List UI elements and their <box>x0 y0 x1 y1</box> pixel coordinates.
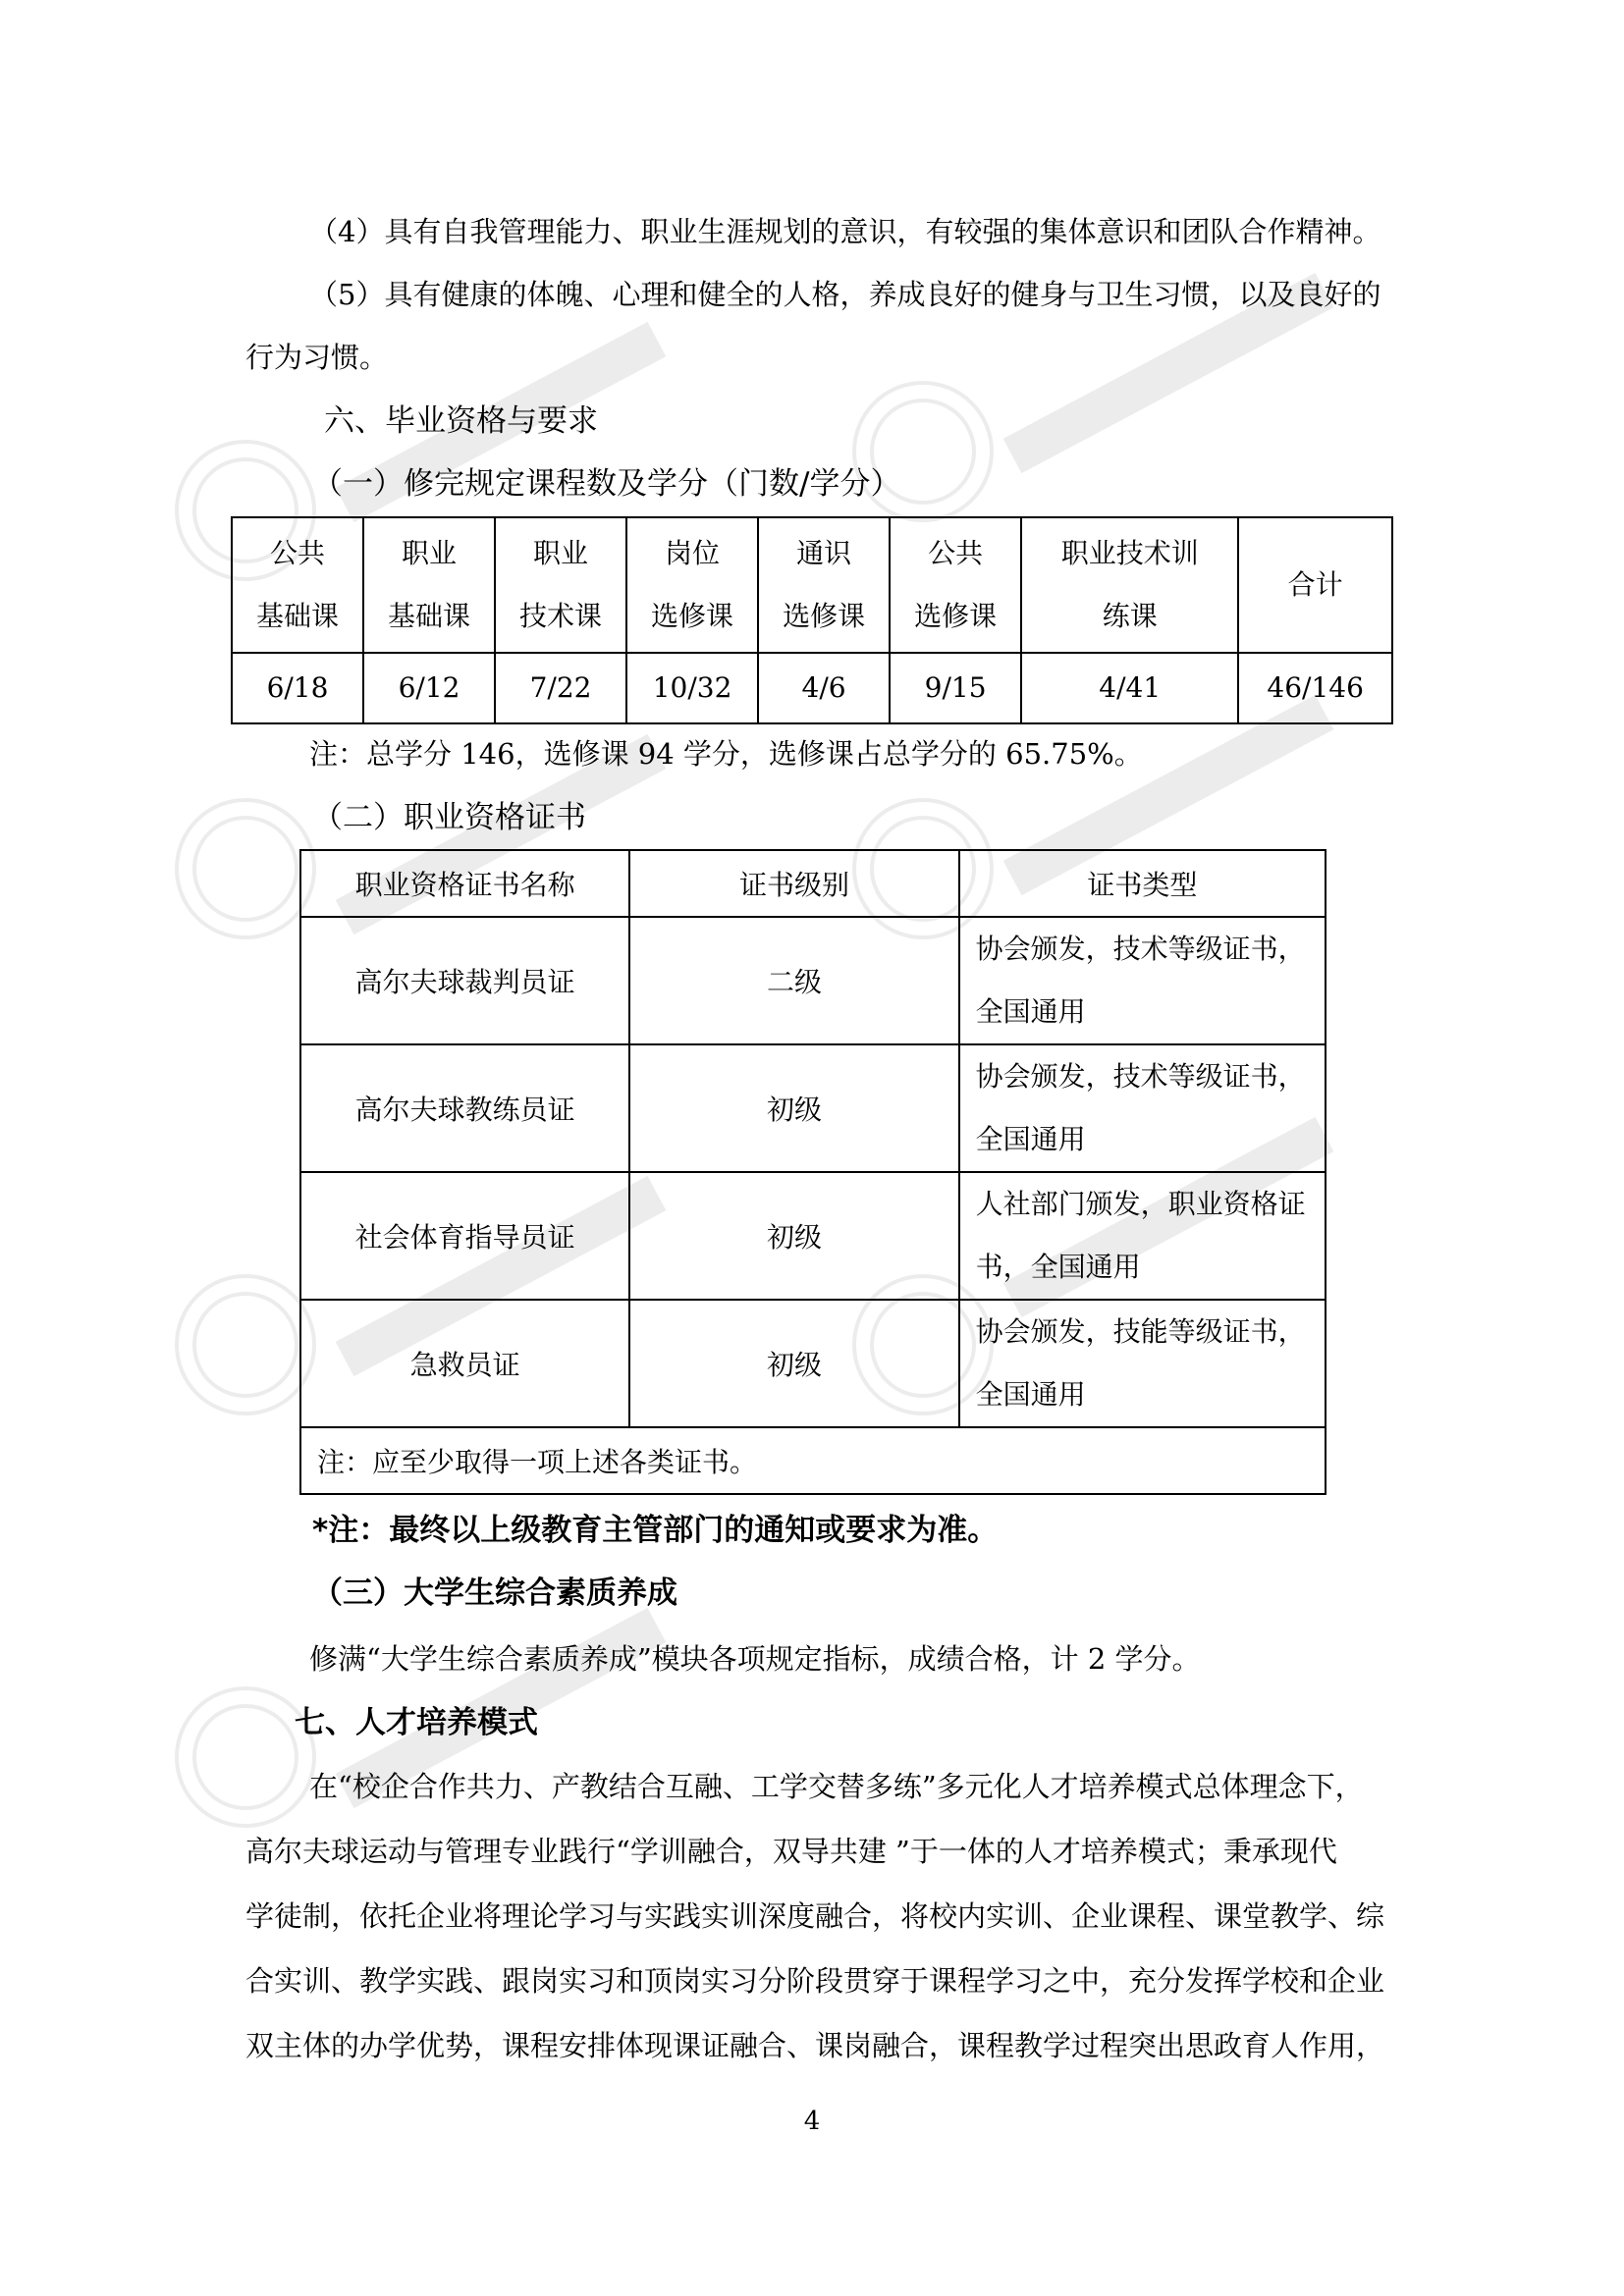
certificate-name: 社会体育指导员证 <box>300 1172 629 1300</box>
credit-note: 注：总学分 146，选修课 94 学分，选修课占总学分的 65.75%。 <box>309 737 1143 771</box>
subsection-2-title: （二）职业资格证书 <box>312 800 586 835</box>
certificate-level: 初级 <box>629 1044 958 1172</box>
header-cell: 证书类型 <box>959 850 1326 917</box>
certificate-type: 协会颁发，技能等级证书， 全国通用 <box>959 1300 1326 1427</box>
value-cell: 46/146 <box>1238 653 1392 723</box>
certificate-name: 高尔夫球教练员证 <box>300 1044 629 1172</box>
section-7-line: 学徒制，依托企业将理论学习与实践实训深度融合，将校内实训、企业课程、课堂教学、综 <box>245 1899 1385 1933</box>
certificate-type: 协会颁发，技术等级证书， 全国通用 <box>959 1044 1326 1172</box>
subsection-1-title: （一）修完规定课程数及学分（门数/学分） <box>312 466 901 502</box>
subsection-3-text: 修满“大学生综合素质养成”模块各项规定指标，成绩合格，计 2 学分。 <box>309 1642 1201 1676</box>
header-cell: 通识 选修课 <box>758 517 890 653</box>
page-number: 4 <box>803 2107 821 2136</box>
value-cell: 4/6 <box>758 653 890 723</box>
certificate-table <box>299 849 1326 1495</box>
certificate-level: 二级 <box>629 917 958 1044</box>
certificate-type: 人社部门颁发，职业资格证 书，全国通用 <box>959 1172 1326 1300</box>
certificate-level: 初级 <box>629 1172 958 1300</box>
section-7-line: 在“校企合作共力、产教结合互融、工学交替多练”多元化人才培养模式总体理念下， <box>309 1770 1364 1803</box>
certificate-table-note: 注：应至少取得一项上述各类证书。 <box>300 1427 1326 1494</box>
header-cell: 合计 <box>1238 517 1392 653</box>
header-cell: 证书级别 <box>629 850 958 917</box>
course-credit-header-row <box>232 517 1392 653</box>
header-cell: 职业 基础课 <box>363 517 495 653</box>
certificate-type: 协会颁发，技术等级证书， 全国通用 <box>959 917 1326 1044</box>
header-cell: 岗位 选修课 <box>626 517 758 653</box>
value-cell: 6/18 <box>232 653 363 723</box>
header-cell: 职业技术训 练课 <box>1021 517 1238 653</box>
course-credit-value-row <box>232 653 1392 723</box>
table-row <box>300 1300 1326 1427</box>
certificate-header-row <box>300 850 1326 917</box>
subsection-3-title: （三）大学生综合素质养成 <box>312 1575 677 1611</box>
certificate-name: 高尔夫球裁判员证 <box>300 917 629 1044</box>
certificate-name: 急救员证 <box>300 1300 629 1427</box>
certificate-note-row <box>300 1427 1326 1494</box>
certificate-level: 初级 <box>629 1300 958 1427</box>
header-cell: 公共 基础课 <box>232 517 363 653</box>
table-row <box>300 1044 1326 1172</box>
section-7-line: 双主体的办学优势，课程安排体现课证融合、课岗融合，课程教学过程突出思政育人作用， <box>245 2029 1385 2062</box>
header-cell: 职业资格证书名称 <box>300 850 629 917</box>
value-cell: 10/32 <box>626 653 758 723</box>
section-6-title: 六、毕业资格与要求 <box>324 403 598 439</box>
section-7-line: 高尔夫球运动与管理专业践行“学训融合，双导共建 ”于一体的人才培养模式；秉承现代 <box>245 1835 1337 1868</box>
value-cell: 4/41 <box>1021 653 1238 723</box>
table-row <box>300 1172 1326 1300</box>
value-cell: 7/22 <box>495 653 626 723</box>
value-cell: 9/15 <box>890 653 1021 723</box>
section-7-title: 七、人才培养模式 <box>295 1705 538 1740</box>
course-credit-table <box>231 516 1393 724</box>
header-cell: 职业 技术课 <box>495 517 626 653</box>
table-row <box>300 917 1326 1044</box>
paragraph-item-5-line1: （5）具有健康的体魄、心理和健全的人格，养成良好的健身与卫生习惯，以及良好的 <box>309 278 1381 311</box>
paragraph-item-5-line2: 行为习惯。 <box>245 341 389 374</box>
header-cell: 公共 选修课 <box>890 517 1021 653</box>
paragraph-item-4: （4）具有自我管理能力、职业生涯规划的意识，有较强的集体意识和团队合作精神。 <box>309 215 1381 248</box>
value-cell: 6/12 <box>363 653 495 723</box>
section-7-line: 合实训、教学实践、跟岗实习和顶岗实习分阶段贯穿于课程学习之中，充分发挥学校和企业 <box>245 1964 1385 1998</box>
final-note: *注：最终以上级教育主管部门的通知或要求为准。 <box>312 1513 999 1548</box>
